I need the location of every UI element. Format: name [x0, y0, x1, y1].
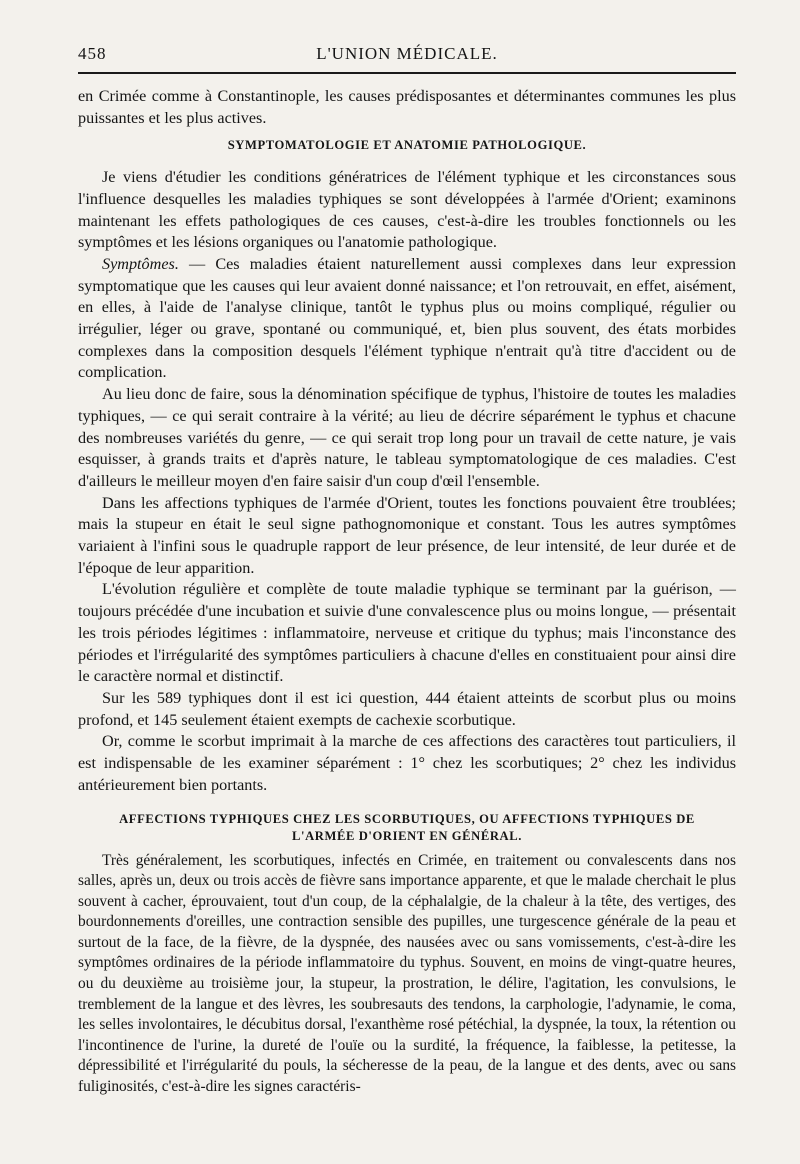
paragraph: Au lieu donc de faire, sous la dénomination spécifique de typhus, l'histoire de toutes les maladies typhiques, — ce qui serait contraire à la vérité; au lieu de décrire séparément le typhus et chacune des nombreuses variétés du genre, — ce qui serait trop long pour un travail de cette nature, je vais esquisser, à grands traits et d'après nature, le tableau symptomatologique de ces maladies. C'est d'ailleurs le meilleur moyen d'en faire saisir d'un coup d'œil l'ensemble. [78, 385, 736, 490]
header-rule [78, 72, 736, 74]
section-heading-line: L'ARMÉE D'ORIENT EN GÉNÉRAL. [292, 828, 522, 843]
section-heading-line: AFFECTIONS TYPHIQUES CHEZ LES SCORBUTIQUES, OU AFFECTIONS TYPHIQUES DE [119, 811, 695, 826]
page-header [78, 44, 736, 64]
paragraph: Or, comme le scorbut imprimait à la marche de ces affections des caractères tout particuliers, il est indispensable de les examiner séparément : 1° chez les scorbutiques; 2° chez les individus antérieurement bien portants. [78, 732, 736, 794]
paragraph-body: — Ces maladies étaient naturellement aussi complexes dans leur expression symptomatique que les causes qui leur avaient donné naissance; et l'on retrouvait, en effet, aisément, en elles, à l'aide de l'analyse clinique, tantôt le typhus plus ou moins compliqué, régulier ou irrégulier, léger ou grave, spontané ou communiqué, et, bien plus souvent, des états morbides complexes dans la composition desquels l'élément typhique n'entrait qu'à titre d'accident ou de complication. [78, 254, 736, 382]
page-number: 458 [78, 44, 107, 63]
paragraph: L'évolution régulière et complète de toute maladie typhique se terminant par la guérison, — toujours précédée d'une incubation et suivie d'une convalescence plus ou moins longue, — présentait les trois périodes légitimes : inflammatoire, nerveuse et critique du typhus; mais l'inconstance des périodes et l'irrégularité des symptômes particuliers à chacune d'elles en constituaient pour ainsi dire le caractère normal et distinctif. [78, 580, 736, 686]
paragraph [78, 254, 736, 384]
running-title: L'UNION MÉDICALE. [316, 44, 498, 63]
paragraph: en Crimée comme à Constantinople, les causes prédisposantes et déterminantes communes les plus puissantes et les plus actives. [78, 87, 736, 127]
article-body [78, 86, 736, 1098]
paragraph: Sur les 589 typhiques dont il est ici question, 444 étaient atteints de scorbut plus ou moins profond, et 145 seulement étaient exempts de cachexie scorbutique. [78, 688, 736, 729]
paragraph: Je viens d'étudier les conditions génératrices de l'élément typhique et les circonstances sous l'influence desquelles les maladies typhiques se sont développées à l'armée d'Orient; examinons maintenant les effets pathologiques de ces causes, c'est-à-dire les troubles fonctionnels ou les symptômes et les lésions organiques ou l'anatomie pathologique. [78, 168, 736, 252]
paragraph-lead: Symptômes. [102, 254, 179, 273]
section-heading: SYMPTOMATOLOGIE ET ANATOMIE PATHOLOGIQUE. [227, 138, 587, 153]
paragraph: Dans les affections typhiques de l'armée d'Orient, toutes les fonctions pouvaient être troublées; mais la stupeur en était le seul signe pathognomonique et constant. Tous les autres symptômes variaient à l'infini sous le quadruple rapport de leur présence, de leur intensité, de leur durée et de l'époque de leur apparition. [78, 493, 736, 577]
paragraph: Très généralement, les scorbutiques, infectés en Crimée, en traitement ou convalescents dans nos salles, après un, deux ou trois accès de fièvre sans importance apparente, et que le malade cherchait le plus souvent à cacher, éprouvaient, tout d'un coup, de la céphalalgie, de la chaleur à la tête, des vertiges, des bourdonnements d'oreilles, une contraction sensible des pupilles, une turgescence générale de la peau et surtout de la face, de la fièvre, de la dyspnée, des nausées avec ou sans vomissements, c'est-à-dire les symptômes ordinaires de la période inflammatoire du typhus. Souvent, en moins de vingt-quatre heures, ou du deuxième au troisième jour, la stupeur, la prostration, le délire, l'agitation, les convulsions, le tremblement de la langue et des lèvres, les soubresauts des tendons, la carphologie, l'adynamie, le coma, les selles involontaires, le décubitus dorsal, l'exanthème rosé pétéchial, la dyspnée, la toux, la rétention ou l'incontinence de l'urine, la dureté de l'ouïe ou la surdité, la fréquence, la faiblesse, la petitesse, la dépressibilité et l'irrégularité du pouls, la sécheresse de la peau, de la langue et des dents, avec ou sans fuliginosités, c'est-à-dire les signes caractéris- [78, 851, 736, 1096]
section-heading [78, 811, 736, 845]
